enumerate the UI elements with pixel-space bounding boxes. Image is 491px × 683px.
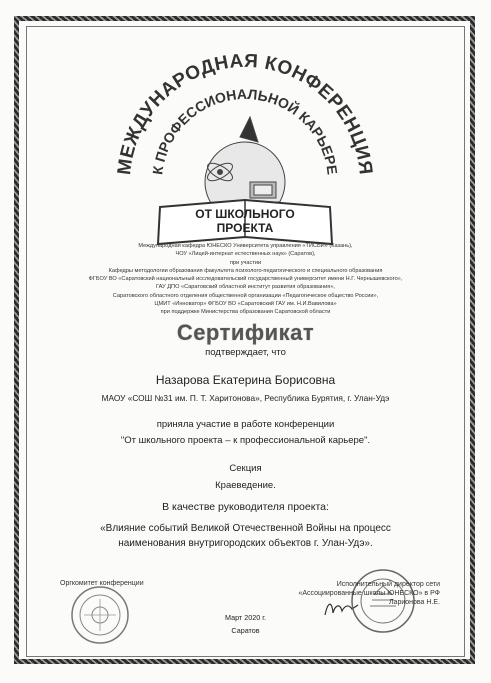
role-text: В качестве руководителя проекта:	[162, 501, 329, 513]
conference-name: "От школьного проекта – к профессиональной карьере".	[120, 435, 371, 446]
organizer-line: ГАУ ДПО «Саратовский областной институт развития образования»,	[156, 284, 335, 291]
conference-logo	[100, 32, 390, 252]
organizer-line: при поддержке Министерства образования Саратовской области	[160, 309, 331, 316]
director-title: Исполнительный директор сети	[336, 581, 440, 588]
project-title-line1: «Влияние событий Великой Отечественной Войны на процесс	[100, 523, 391, 534]
logo-banner-line1: ОТ ШКОЛЬНОГО	[195, 207, 295, 221]
certificate-title: Сертификат	[176, 320, 315, 345]
logo-arc-middle: К ПРОФЕССИОНАЛЬНОЙ КАРЬЕРЕ	[149, 85, 341, 176]
organizers-block	[40, 242, 451, 317]
director-organization: «Ассоциированные школы ЮНЕСКО» в РФ	[298, 590, 440, 597]
issue-date: Март 2020 г.	[225, 613, 266, 622]
project-title-line2: наименования внутригородских объектов г. Улан-Удэ».	[118, 538, 373, 549]
organizing-committee-label: Оргкомитет конференции	[60, 580, 144, 587]
organizer-line: Саратовского областного отделения общественной организации «Педагогическое общество России»,	[112, 292, 379, 299]
logo-arc-top: МЕЖДУНАРОДНАЯ КОНФЕРЕНЦИЯ	[114, 50, 376, 177]
recipient-name: Назарова Екатерина Борисовна	[155, 373, 336, 387]
organizer-line: ЧОУ «Лицей-интернат естественных наук» (Саратов),	[175, 251, 316, 258]
organizer-line: Международная кафедра ЮНЕСКО Университета управления «ТИСБИ» (Казань),	[138, 243, 353, 249]
confirms-text: подтверждает, что	[205, 347, 286, 358]
section-value: Краеведение.	[215, 480, 276, 491]
logo-banner-line2: ПРОЕКТА	[216, 221, 274, 235]
participation-text: приняла участие в работе конференции	[156, 419, 335, 430]
organizer-line: Кафедры методологии образования факультета психолого-педагогического и специального образования	[108, 267, 383, 274]
section-label: Секция	[229, 463, 262, 474]
organizer-line: при участии	[229, 259, 262, 266]
organizer-line: ЦМИТ «Инноватор» ФГБОУ ВО «Саратовский ГАУ им. Н.И.Вавилова»	[154, 301, 337, 308]
director-block	[290, 580, 440, 607]
recipient-school: МАОУ «СОШ №31 им. П. Т. Харитонова», Республика Бурятия, г. Улан-Удэ	[101, 393, 390, 403]
director-name: Ларионова Н.Е.	[388, 599, 440, 606]
issue-city: Саратов	[231, 626, 260, 635]
organizer-line: ФГБОУ ВО «Саратовский национальный исследовательский государственный университет имени Н.Г. Чернышевского»,	[88, 276, 403, 283]
